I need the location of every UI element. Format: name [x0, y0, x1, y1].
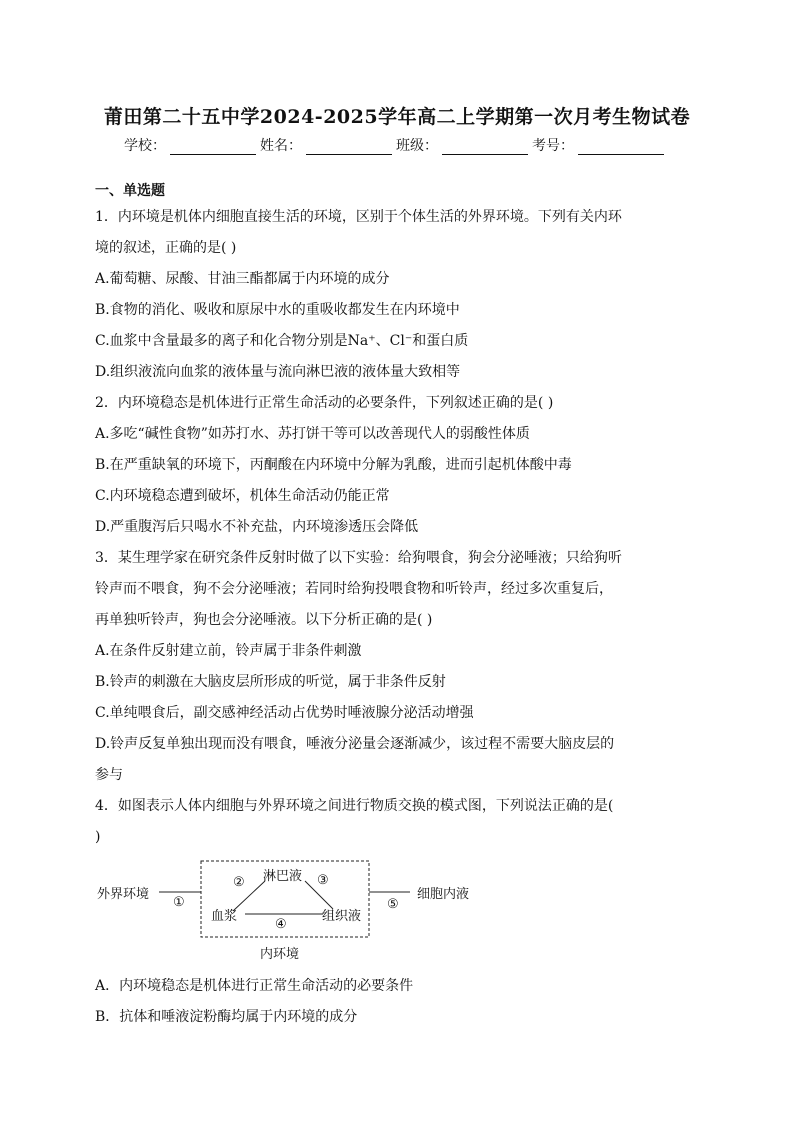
q3-option-b: B.铃声的刺激在大脑皮层所形成的听觉，属于非条件反射	[95, 674, 446, 690]
q4-option-b: B．抗体和唾液淀粉酶均属于内环境的成分	[95, 1009, 358, 1025]
diagram-lines	[95, 859, 705, 969]
q4-stem-line-2: )	[95, 829, 101, 845]
tissue-fluid-label: 组织液	[322, 909, 362, 924]
q3-option-d: D.铃声反复单独出现而没有喂食，唾液分泌量会逐渐减少，该过程不需要大脑皮层的	[95, 736, 615, 752]
exchange-diagram	[95, 859, 705, 969]
q1-option-a: A.葡萄糖、尿酸、甘油三酯都属于内环境的成分	[95, 271, 390, 287]
class-blank[interactable]	[442, 140, 528, 155]
question-content	[95, 180, 705, 1033]
q3-stem-line-2: 铃声而不喂食，狗不会分泌唾液；若同时给狗投喂食物和听铃声，经过多次重复后，	[95, 581, 613, 597]
marker-3: ③	[317, 873, 329, 888]
q4-option-a: A．内环境稳态是机体进行正常生命活动的必要条件	[95, 978, 414, 994]
q3-option-a: A.在条件反射建立前，铃声属于非条件刺激	[95, 643, 362, 659]
name-blank[interactable]	[306, 140, 392, 155]
q2-option-b: B.在严重缺氧的环境下，丙酮酸在内环境中分解为乳酸，进而引起机体酸中毒	[95, 457, 572, 473]
marker-5: ⑤	[387, 897, 399, 912]
school-label: 学校：	[124, 138, 166, 154]
outside-env-label: 外界环境	[97, 887, 150, 902]
q2-option-c: C.内环境稳态遭到破坏，机体生命活动仍能正常	[95, 488, 390, 504]
marker-1: ①	[173, 895, 185, 910]
q1-option-d: D.组织液流向血浆的液体量与流向淋巴液的液体量大致相等	[95, 364, 461, 380]
q1-stem-line-1: 1．内环境是机体内细胞直接生活的环境，区别于个体生活的外界环境。下列有关内环	[95, 209, 622, 225]
cell-fluid-label: 细胞内液	[417, 887, 470, 902]
question-2	[95, 388, 705, 543]
q3-stem-line-1: 3．某生理学家在研究条件反射时做了以下实验：给狗喂食，狗会分泌唾液；只给狗听	[95, 550, 622, 566]
exam-number-blank[interactable]	[578, 140, 664, 155]
internal-env-label: 内环境	[260, 947, 300, 962]
lymph-label: 淋巴液	[263, 869, 303, 884]
q2-option-a: A.多吃“碱性食物”如苏打水、苏打饼干等可以改善现代人的弱酸性体质	[95, 426, 530, 442]
exam-number-label: 考号：	[532, 138, 574, 154]
plasma-label: 血浆	[211, 909, 238, 924]
student-info-row	[124, 135, 668, 155]
q2-stem-line-1: 2．内环境稳态是机体进行正常生命活动的必要条件，下列叙述正确的是( )	[95, 395, 554, 411]
q1-stem-line-2: 境的叙述，正确的是( )	[95, 240, 237, 256]
class-label: 班级：	[396, 138, 438, 154]
question-1	[95, 202, 705, 388]
exam-title: 莆田第二十五中学2024-2025学年高二上学期第一次月考生物试卷	[103, 106, 691, 128]
school-blank[interactable]	[170, 140, 256, 155]
q1-option-c: C.血浆中含量最多的离子和化合物分别是Na⁺、Cl⁻和蛋白质	[95, 333, 469, 349]
q3-stem-line-3: 再单独听铃声，狗也会分泌唾液。以下分析正确的是( )	[95, 612, 433, 628]
section-title: 一、单选题	[95, 183, 165, 199]
q3-option-c: C.单纯喂食后，副交感神经活动占优势时唾液腺分泌活动增强	[95, 705, 474, 721]
question-3	[95, 543, 705, 791]
q4-stem-line-1: 4．如图表示人体内细胞与外界环境之间进行物质交换的模式图，下列说法正确的是(	[95, 798, 614, 814]
q3-option-d-cont: 参与	[95, 767, 123, 783]
marker-2: ②	[233, 875, 245, 890]
question-4	[95, 791, 705, 1033]
q2-option-d: D.严重腹泻后只喝水不补充盐，内环境渗透压会降低	[95, 519, 419, 535]
q1-option-b: B.食物的消化、吸收和原尿中水的重吸收都发生在内环境中	[95, 302, 460, 318]
name-label: 姓名：	[260, 138, 302, 154]
marker-4: ④	[275, 917, 287, 932]
